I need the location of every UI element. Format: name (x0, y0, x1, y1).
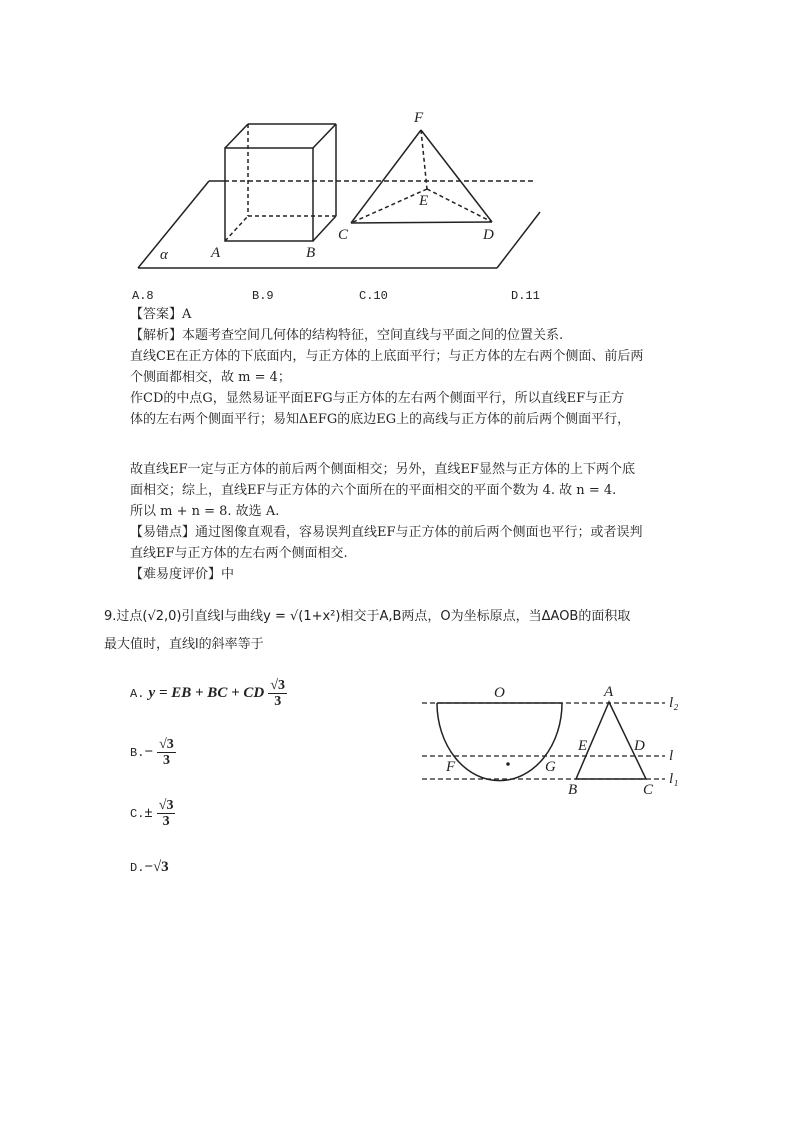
analysis-line: 体的左右两个侧面平行；易知ΔEFG的底边EG上的高线与正方体的前后两个侧面平行， (130, 412, 631, 427)
q9-stem: 9.过点(√2,0)引直线l与曲线y = √(1+x²)相交于A,B两点，O为坐标原点，当ΔAOB的面积取 (104, 609, 631, 624)
analysis-line: 个侧面都相交，故 m = 4； (130, 370, 291, 385)
label-C: C (338, 227, 349, 243)
label-l1: l₁ (669, 771, 679, 787)
analysis-line: 所以 m + n = 8. 故选 A. (130, 504, 280, 519)
answer: 【答案】A (130, 307, 192, 322)
option-a: A.8 (132, 289, 154, 303)
figure2-semicircle-triangle (422, 702, 665, 781)
fraction: $\frac{√3}{3}$ (270, 678, 286, 709)
label-A: A (211, 245, 221, 261)
analysis-line: 直线CE在正方体的下底面内，与正方体的上底面平行；与正方体的左右两个侧面、前后两 (130, 349, 644, 364)
q9-stem: 最大值时，直线l的斜率等于 (104, 637, 264, 652)
option-d: D.11 (511, 289, 540, 303)
label-E: E (578, 738, 588, 754)
analysis-line: 面相交；综上，直线EF与正方体的六个面所在的平面相交的平面个数为 4. 故 n = 4. (130, 483, 617, 498)
label-l2: l₂ (669, 695, 679, 711)
fraction: $\frac{√3}{3}$ (159, 737, 174, 768)
label-O: O (494, 685, 505, 701)
option-c: C.10 (359, 289, 388, 303)
q9-option-c: C.± $\frac{√3}{3}$ (130, 798, 174, 829)
error-point: 直线EF与正方体的左右两个侧面相交. (130, 546, 348, 561)
label-B: B (306, 245, 316, 261)
label-alpha: α (160, 247, 168, 263)
label-E: E (419, 193, 429, 209)
difficulty: 【难易度评价】中 (130, 567, 235, 582)
analysis-line: 作CD的中点G，显然易证平面EFG与正方体的左右两个侧面平行，所以直线EF与正方 (130, 391, 625, 406)
label-l: l (669, 748, 674, 764)
plane-alpha (138, 181, 540, 268)
label-G: G (545, 759, 556, 775)
fraction: $\frac{√3}{3}$ (158, 798, 174, 829)
analysis-line: 【解析】本题考查空间几何体的结构特征，空间直线与平面之间的位置关系. (130, 328, 564, 343)
label-D: D (483, 227, 494, 243)
label-F: F (414, 110, 424, 126)
option-b: B.9 (252, 289, 274, 303)
analysis-line: 故直线EF一定与正方体的前后两个侧面相交；另外，直线EF显然与正方体的上下两个底 (130, 462, 636, 477)
label-D: D (634, 738, 645, 754)
label-A: A (604, 684, 614, 700)
cube (225, 124, 336, 241)
q9-option-d: D.−√3 (130, 859, 169, 875)
q9-option-a: A. y = EB + BC + CD $\frac{√3}{3}$ (130, 678, 286, 709)
label-C: C (643, 782, 654, 798)
label-F: F (446, 759, 456, 775)
q9-option-b: B.− $\frac{√3}{3}$ (130, 737, 174, 768)
error-point: 【易错点】通过图像直观看，容易误判直线EF与正方体的前后两个侧面也平行；或者误判 (130, 525, 643, 540)
label-B: B (568, 782, 578, 798)
